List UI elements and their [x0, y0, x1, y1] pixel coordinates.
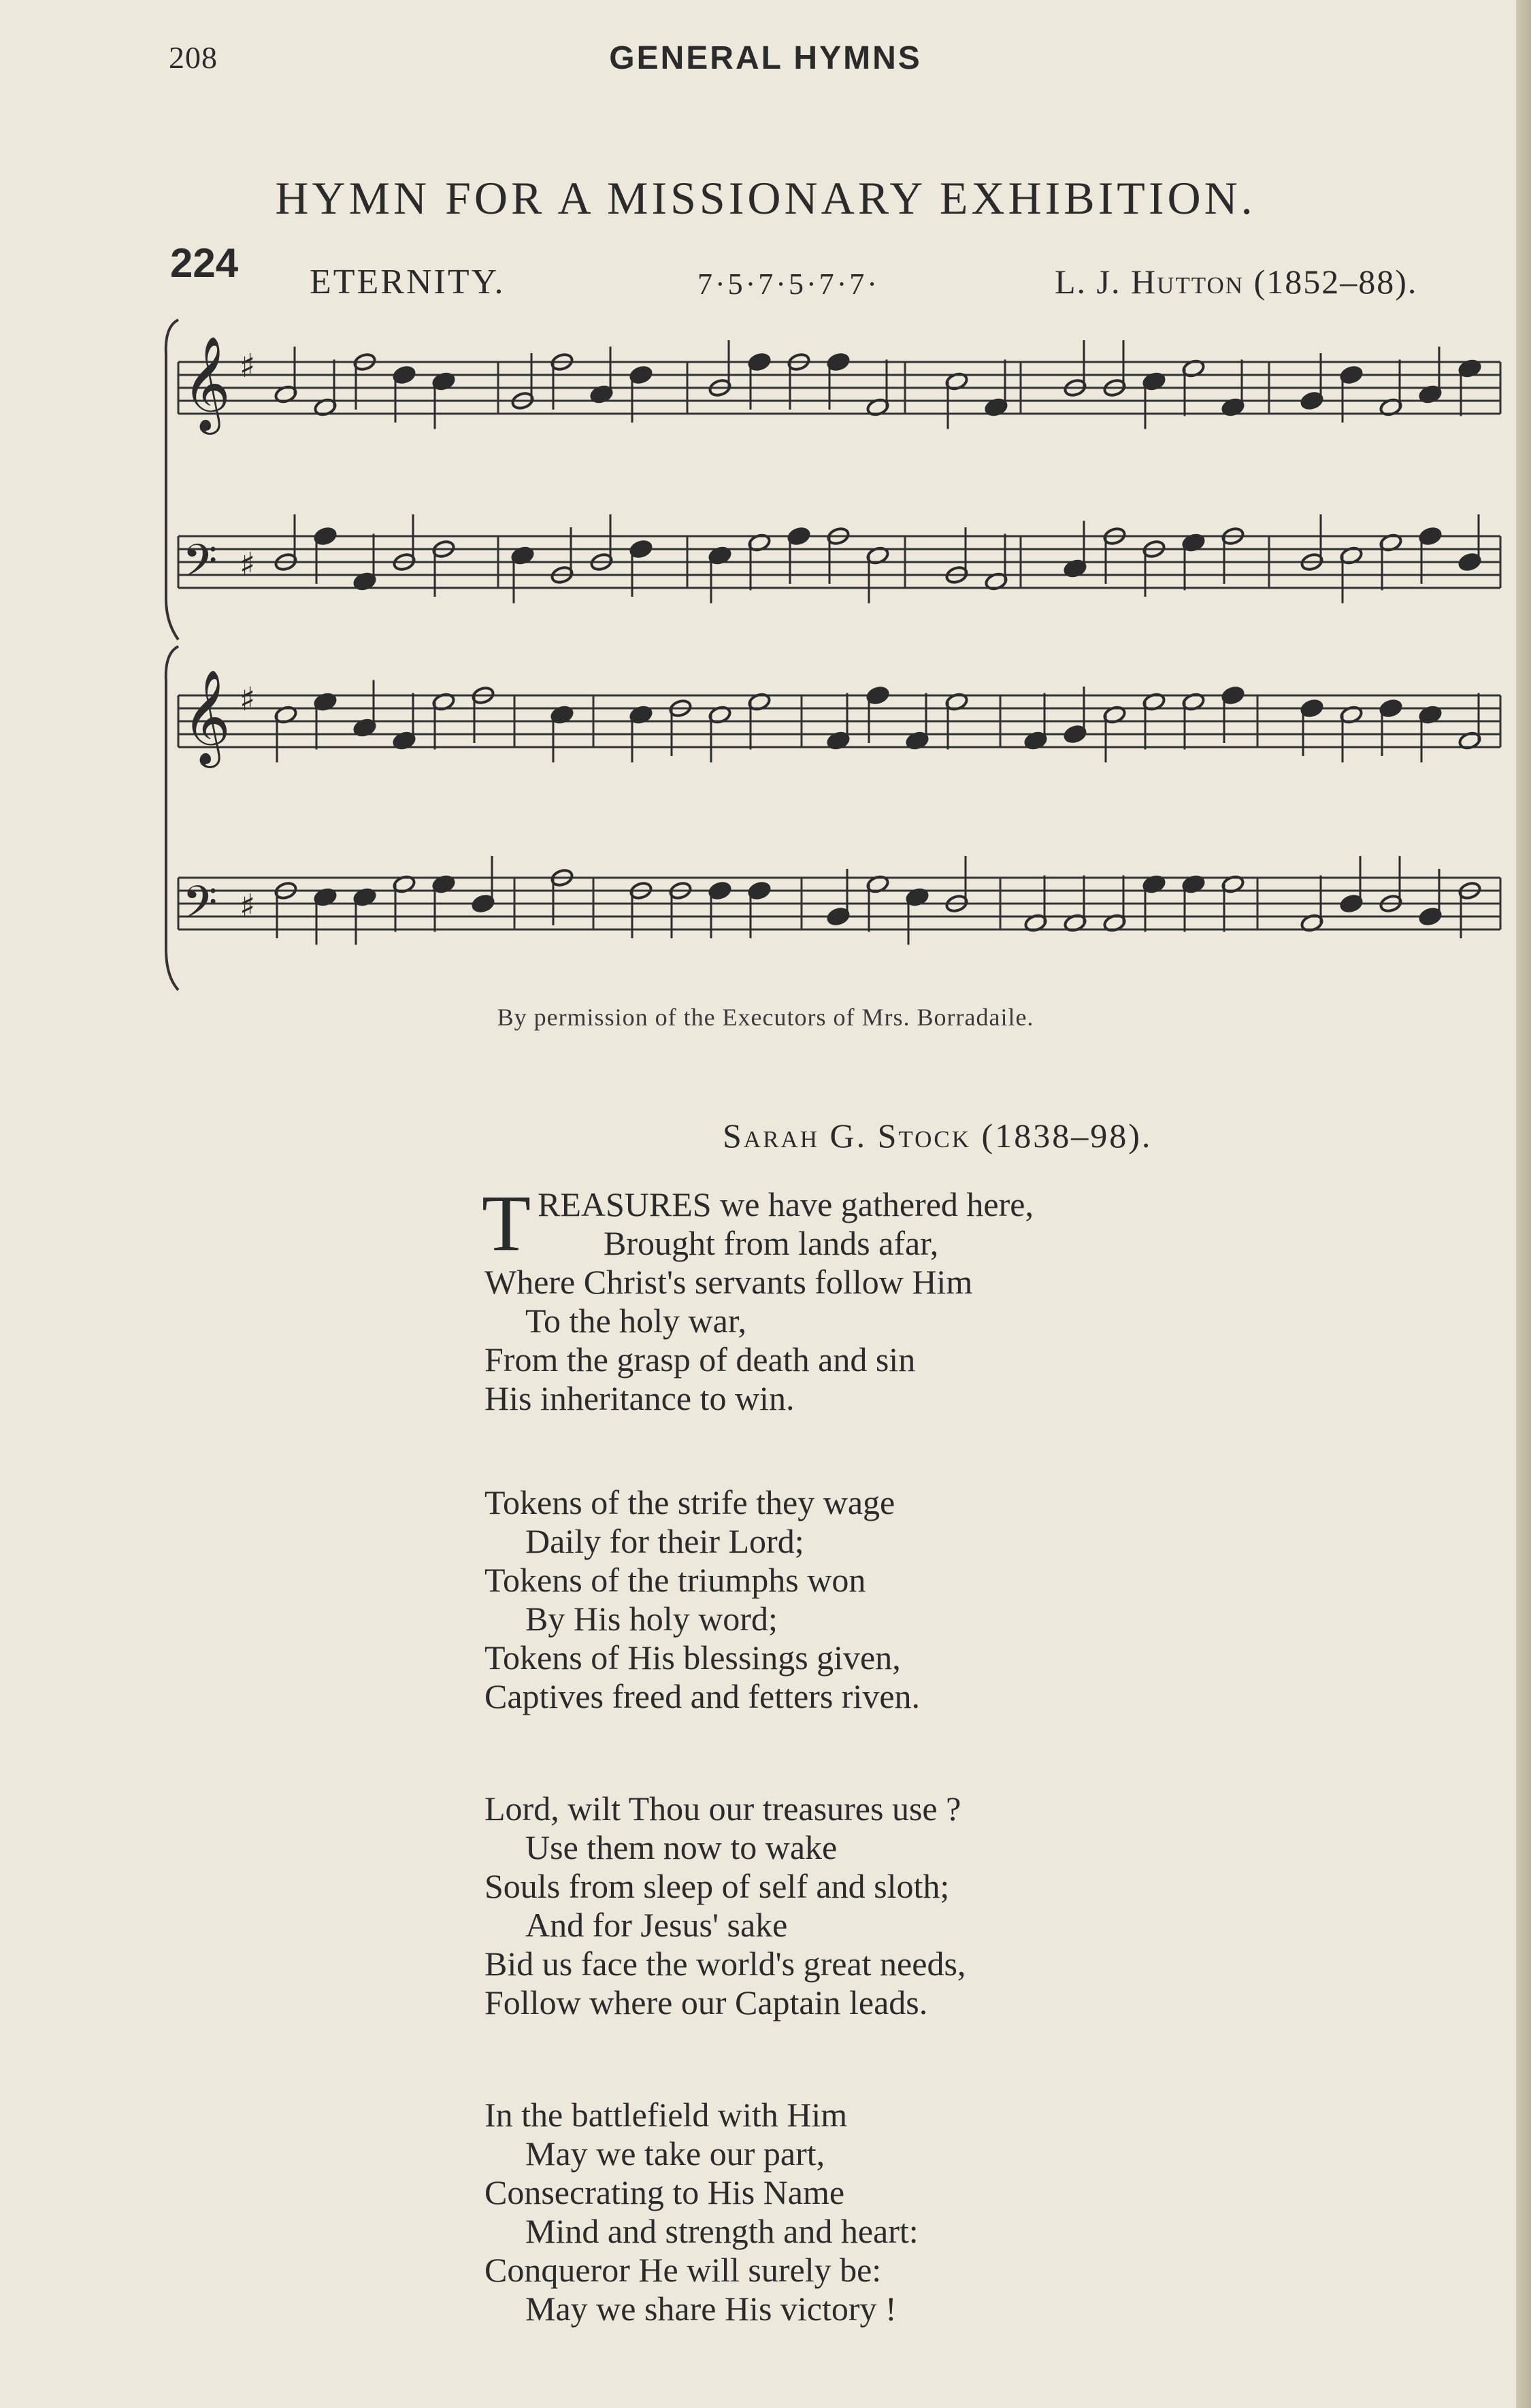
stanza-4	[484, 2096, 919, 2328]
bass-clef-icon: 𝄢	[182, 876, 218, 940]
music-score	[0, 0, 1531, 1000]
stanza-1	[482, 1178, 1034, 1418]
stanza-line: His inheritance to win.	[484, 1379, 795, 1417]
stanza-line: Daily for their Lord;	[525, 1522, 804, 1560]
stanza-line: In the battlefield with Him	[484, 2096, 848, 2134]
stanza-line: And for Jesus' sake	[525, 1906, 788, 1944]
stanza-2	[484, 1483, 920, 1716]
stanza-line: From the grasp of death and sin	[484, 1340, 916, 1379]
dropcap-letter: T	[482, 1178, 531, 1268]
stanza-line: Bid us face the world's great needs,	[484, 1945, 966, 1983]
music-notes	[182, 336, 1482, 945]
stanza-line: Use them now to wake	[525, 1828, 838, 1866]
author-text: Sarah G. Stock (1838–98).	[723, 1117, 1153, 1155]
tune-name: ETERNITY.	[310, 263, 506, 301]
sharp-icon: ♯	[240, 546, 256, 584]
stanza-line: Souls from sleep of self and sloth;	[484, 1867, 950, 1905]
stanza-line-text: REASURES we have gathered here,	[538, 1185, 1034, 1223]
stanza-line: By His holy word;	[525, 1600, 778, 1638]
stanza-line: Lord, wilt Thou our treasures use ?	[484, 1789, 961, 1828]
treble-clef-icon: 𝄞	[182, 336, 231, 431]
running-head: GENERAL HYMNS	[609, 40, 922, 76]
permission-note: By permission of the Executors of Mrs. Borradaile.	[497, 1004, 1034, 1031]
stanza-line: Where Christ's servants follow Him	[484, 1263, 973, 1301]
stanza-line: Consecrating to His Name	[484, 2173, 845, 2211]
stanza-3	[484, 1789, 966, 2022]
sharp-icon: ♯	[240, 347, 256, 385]
stanza-line: Tokens of the triumphs won	[484, 1561, 866, 1599]
stanza-line: Tokens of His blessings given,	[484, 1638, 901, 1677]
stanza-line: Conqueror He will surely be:	[484, 2251, 882, 2289]
sharp-icon: ♯	[240, 680, 256, 719]
stanza-line: Mind and strength and heart:	[525, 2212, 919, 2250]
stanza-line: Brought from lands afar,	[604, 1224, 939, 1262]
stanza-line: To the holy war,	[525, 1302, 746, 1340]
hymn-number: 224	[170, 240, 239, 286]
sharp-icon: ♯	[240, 887, 256, 925]
treble-clef-icon: 𝄞	[182, 670, 231, 764]
bass-clef-icon: 𝄢	[182, 535, 218, 598]
page-number: 208	[169, 40, 218, 75]
stanza-line: May we share His victory !	[525, 2290, 897, 2328]
stanza-line: Follow where our Captain leads.	[484, 1983, 928, 2022]
meter: 7·5·7·5·7·7·	[697, 267, 880, 301]
staff-lines	[178, 362, 1500, 929]
stanza-line: Captives freed and fetters riven.	[484, 1677, 921, 1715]
system-braces	[166, 320, 178, 990]
stanza-line: Tokens of the strife they wage	[484, 1483, 895, 1521]
hymn-author	[723, 1116, 1152, 1155]
composer-text: L. J. Hutton (1852–88).	[1055, 263, 1418, 301]
stanza-line: May we take our part,	[525, 2134, 825, 2173]
hymn-title: HYMN FOR A MISSIONARY EXHIBITION.	[275, 172, 1256, 224]
